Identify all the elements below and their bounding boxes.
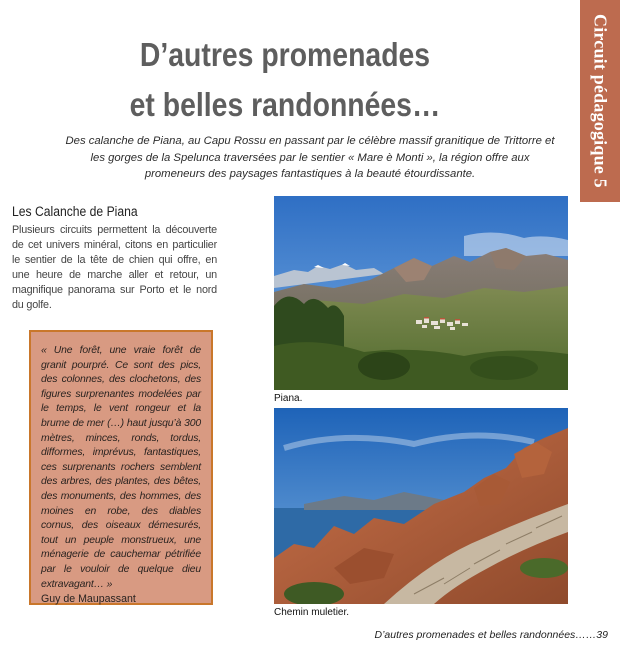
quote-box <box>29 330 213 605</box>
page-title <box>40 30 530 130</box>
section-heading: Les Calanche de Piana <box>12 204 138 219</box>
mule-path-photo <box>274 408 568 604</box>
intro-paragraph: Des calanche de Piana, au Capu Rossu en passant par le célèbre massif granitique de Trittorre et les gorges de la Spelunca traversées par le sentier « Mare è Monti », la région offre aux promeneurs des paysages fantastiques à la beauté étourdissante. <box>65 135 555 180</box>
quote-text: « Une forêt, une vraie forêt de granit pourpré. Ce sont des pics, des colonnes, des clochetons, des figures surprenantes modelées par le temps, le vent rongeur et la brume de mer (…) haut jusqu’à 300 mètres, minces, ronds, tordus, difformes, imprévus, fantastiques, ces surprenants rochers semblent des arbres, des plantes, des bêtes, des monuments, des hommes, des moines en robe, des diables cornus, des oiseaux démesurés, tout un peuple monstrueux, une ménagerie de cauchemar pétrifiée par le vouloir de quelque dieu extravagant… » <box>41 345 201 590</box>
title-line-1: D’autres promenades <box>139 36 431 73</box>
quote-author: Guy de Maupassant <box>41 593 136 606</box>
piana-photo <box>274 196 568 390</box>
chapter-tab-label: Circuit pédagogique 5 <box>590 14 611 188</box>
photo-caption-mule-path: Chemin muletier. <box>274 607 350 618</box>
section-paragraph: Plusieurs circuits permettent la découverte de cet univers minéral, citons en particulier le sentier de la tête de chien qui offre, en une heure de marche aller et retour, un magnifique panorama sur Porto et le nord du golfe. <box>12 224 217 311</box>
title-line-2: et belles randonnées… <box>129 86 441 123</box>
chapter-tab <box>580 0 620 202</box>
page-footer: D’autres promenades et belles randonnées……39 <box>374 629 608 641</box>
photo-caption-piana: Piana. <box>274 393 303 404</box>
